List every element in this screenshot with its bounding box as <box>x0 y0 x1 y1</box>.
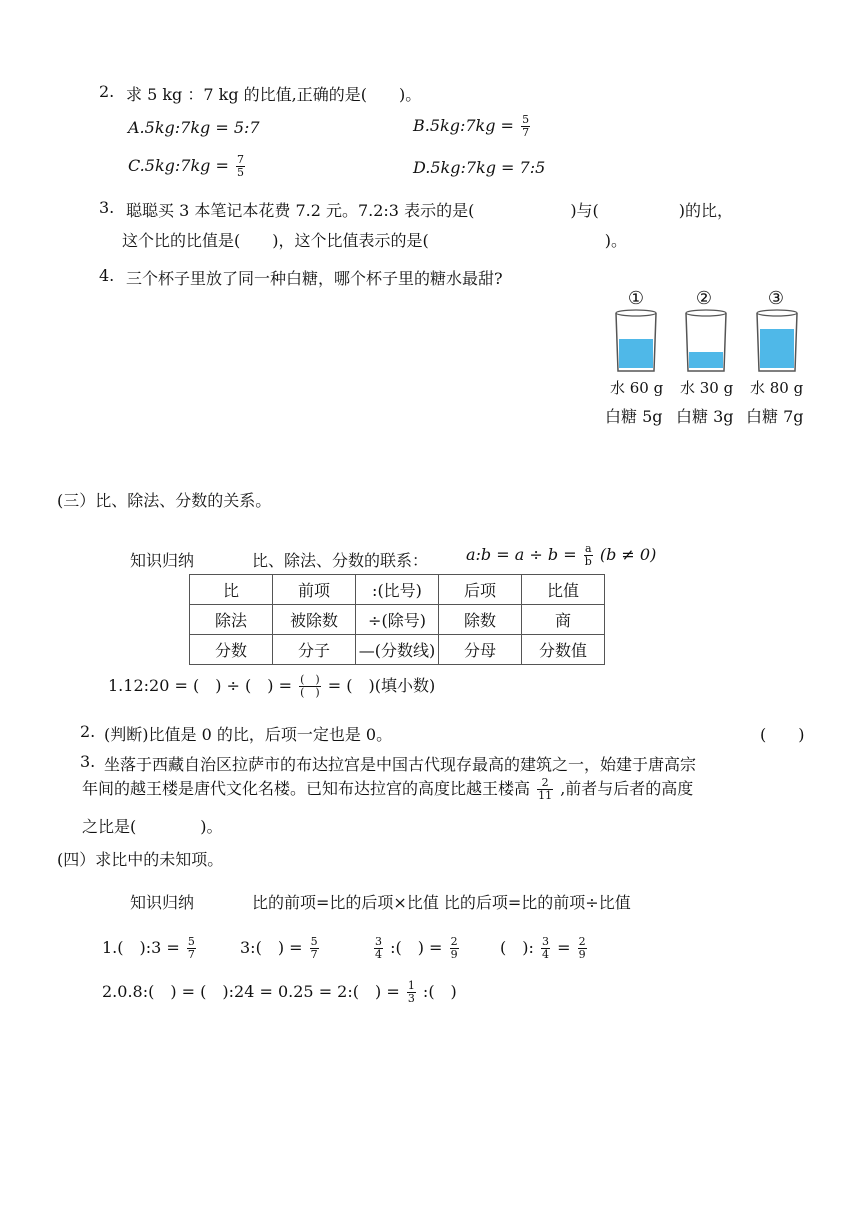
p3-numerator: 2 <box>537 777 553 790</box>
q2-c-denominator: 5 <box>236 166 244 179</box>
eq4-left-denominator: 4 <box>541 948 549 961</box>
section4-eq4 <box>500 935 589 961</box>
q3-line2: 这个比的比值是( )，这个比值表示的是( )。 <box>122 231 627 250</box>
table-cell: 分子 <box>273 635 356 665</box>
q2-text: 求 5 kg ：7 kg 的比值,正确的是( )。 <box>126 85 422 104</box>
section3-problem3-number: 3. <box>80 752 96 771</box>
section3-problem2-text: (判断)比值是 0 的比，后项一定也是 0。 <box>104 725 393 744</box>
q2-option-b-text: B.5kg:7kg = <box>413 116 514 135</box>
q2-option-c <box>128 154 247 179</box>
cups-illustration <box>600 305 815 375</box>
p3-denominator: 11 <box>538 789 553 802</box>
table-cell: 除数 <box>439 605 522 635</box>
section3-title: (三）比、除法、分数的关系。 <box>57 491 272 510</box>
eq3-left-denominator: 4 <box>375 948 382 961</box>
cup-3-water-label: 水 80 g <box>750 379 804 397</box>
q2-b-numerator: 5 <box>522 113 530 126</box>
q2-b-denominator: 7 <box>522 126 530 139</box>
section4-eq1 <box>102 935 198 961</box>
cup-3-mark: ③ <box>767 288 785 309</box>
p1-part-a: 1.12:20 = ( ) ÷ ( ) = <box>108 676 292 695</box>
cup-1-water-label: 水 60 g <box>610 379 664 397</box>
cup-1-mark: ① <box>627 288 645 309</box>
section3-problem2-number: 2. <box>80 722 96 741</box>
p1-numerator: ( ) <box>300 673 320 686</box>
cup-1 <box>616 310 656 371</box>
cup-2-sugar-label: 白糖 3g <box>676 407 734 426</box>
formula-part-a: a:b = a ÷ b = <box>466 545 577 564</box>
table-cell: 比值 <box>522 575 605 605</box>
eq4-denominator: 9 <box>578 948 586 961</box>
eq5-text-a: 2.0.8:( ) = ( ):24 = 0.25 = 2:( ) = <box>102 982 400 1001</box>
cup-2 <box>686 310 726 371</box>
p1-part-b: = ( )(填小数) <box>327 676 436 695</box>
eq3-numerator: 2 <box>450 935 458 948</box>
q2-option-d: D.5kg:7kg = 7:5 <box>413 158 546 177</box>
table-row <box>190 575 605 605</box>
eq5-numerator: 1 <box>407 979 415 992</box>
table-cell: 分母 <box>439 635 522 665</box>
q4-text: 三个杯子里放了同一种白糖，哪个杯子里的糖水最甜? <box>126 269 503 288</box>
eq1-numerator: 5 <box>187 935 195 948</box>
table-cell: 比 <box>190 575 273 605</box>
cup-3-water <box>760 329 794 368</box>
table-cell: 被除数 <box>273 605 356 635</box>
table-cell: 前项 <box>273 575 356 605</box>
q2-option-a: A.5kg:7kg = 5:7 <box>128 118 260 137</box>
q2-option-b <box>413 114 532 139</box>
q2-c-numerator: 7 <box>236 153 244 166</box>
eq2-numerator: 5 <box>310 935 318 948</box>
section3-problem3-line3: 之比是( )。 <box>82 817 223 836</box>
eq5-denominator: 3 <box>407 992 415 1005</box>
table-cell: :(比号) <box>356 575 439 605</box>
table-cell: 除法 <box>190 605 273 635</box>
q3-line1: 聪聪买 3 本笔记本花费 7.2 元。7.2:3 表示的是( )与( )的比， <box>126 201 734 220</box>
section3-knowledge-label: 知识归纳 <box>130 551 195 570</box>
p3-line2-a: 年间的越王楼是唐代文化名楼。已知布达拉宫的高度比越王楼高 <box>82 779 531 798</box>
eq1-denominator: 7 <box>187 948 195 961</box>
eq4-text-b: = <box>557 938 571 957</box>
table-cell: ÷(除号) <box>356 605 439 635</box>
table-cell: 商 <box>522 605 605 635</box>
table-cell: 后项 <box>439 575 522 605</box>
table-cell: —(分数线) <box>356 635 439 665</box>
q2-number: 2. <box>99 82 115 101</box>
eq4-left-numerator: 3 <box>541 935 549 948</box>
eq3-text: :( ) = <box>390 938 443 957</box>
eq4-text-a: ( ): <box>500 938 534 957</box>
cup-2-water <box>689 352 723 368</box>
section4-knowledge-label: 知识归纳 <box>130 893 195 912</box>
cup-2-water-label: 水 30 g <box>680 379 734 397</box>
section4-eq5 <box>102 979 457 1005</box>
section3-problem3-line1: 坐落于西藏自治区拉萨市的布达拉宫是中国古代现存最高的建筑之一，始建于唐高宗 <box>104 755 697 774</box>
cup-3-sugar-label: 白糖 7g <box>746 407 804 426</box>
table-cell: 分数 <box>190 635 273 665</box>
section4-title: (四）求比中的未知项。 <box>57 850 224 869</box>
formula-part-b: (b ≠ 0) <box>599 545 657 564</box>
formula-numerator: a <box>584 542 592 555</box>
section4-eq3 <box>372 935 461 961</box>
eq4-numerator: 2 <box>578 935 586 948</box>
section3-problem3-line2 <box>82 776 693 802</box>
cup-3 <box>757 310 797 371</box>
cup-1-sugar-label: 白糖 5g <box>605 407 663 426</box>
p3-line2-b: ,前者与后者的高度 <box>560 779 694 798</box>
section3-knowledge-text: 比、除法、分数的联系： <box>252 551 429 570</box>
q3-number: 3. <box>99 198 115 217</box>
eq1-text: 1.( ):3 = <box>102 938 180 957</box>
cup-2-mark: ② <box>695 288 713 309</box>
cup-1-water <box>619 339 653 368</box>
section3-formula <box>466 543 656 568</box>
section3-problem1 <box>108 673 435 699</box>
table-row <box>190 605 605 635</box>
table-cell: 分数值 <box>522 635 605 665</box>
q2-option-c-text: C.5kg:7kg = <box>128 156 229 175</box>
table-row <box>190 635 605 665</box>
formula-denominator: b <box>584 555 592 568</box>
eq3-left-numerator: 3 <box>375 935 382 948</box>
eq5-text-b: :( ) <box>422 982 457 1001</box>
p1-denominator: ( ) <box>300 686 320 699</box>
eq3-denominator: 9 <box>450 948 458 961</box>
q4-number: 4. <box>99 266 115 285</box>
relation-table <box>189 574 605 665</box>
eq2-denominator: 7 <box>310 948 318 961</box>
section4-knowledge-text: 比的前项=比的后项×比值 比的后项=比的前项÷比值 <box>252 893 631 912</box>
section3-problem2-answer-paren: ( ) <box>760 725 805 744</box>
eq2-text: 3:( ) = <box>240 938 303 957</box>
section4-eq2 <box>240 935 321 961</box>
